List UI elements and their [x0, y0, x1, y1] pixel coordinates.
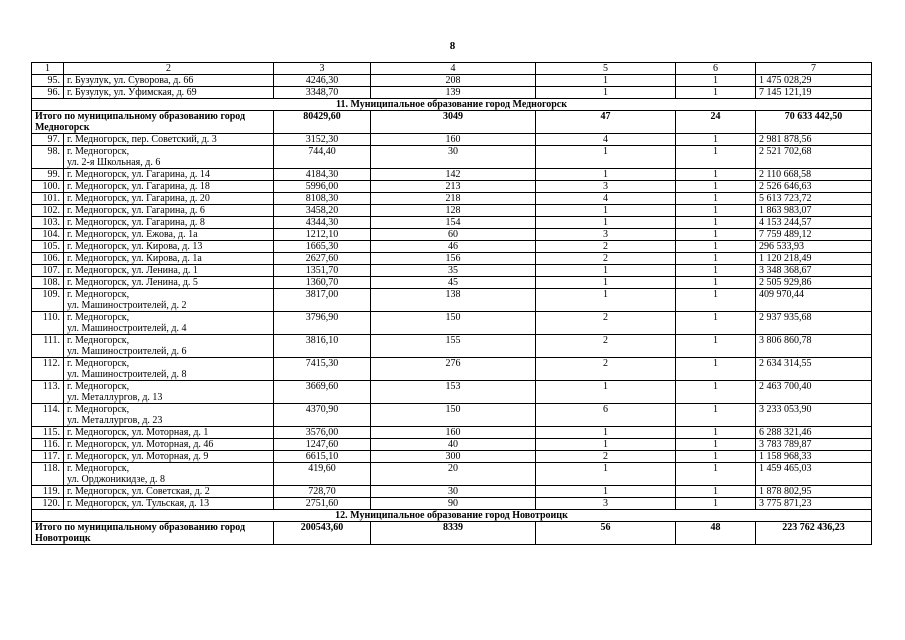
- table-row: [32, 75, 872, 87]
- area-cell: 3796,90: [274, 312, 371, 335]
- address-cell: [64, 87, 274, 99]
- col5-cell: 3: [536, 498, 676, 510]
- address-line: г. Медногорск,: [67, 463, 130, 474]
- col6-cell: 1: [676, 229, 756, 241]
- section-header-row: [32, 99, 872, 111]
- table-row: [32, 253, 872, 265]
- address-cell: [64, 205, 274, 217]
- total-label: Итого по муниципальному образованию город Медногорск: [32, 111, 274, 134]
- row-number-cell: 113.: [32, 381, 64, 404]
- column-number-cell: 4: [371, 63, 536, 75]
- total-area-cell: 200543,60: [274, 522, 371, 545]
- col5-cell: 2: [536, 335, 676, 358]
- address-line: г. Медногорск, ул. Тульская, д. 13: [67, 498, 210, 509]
- col6-cell: 1: [676, 498, 756, 510]
- address-cell: [64, 427, 274, 439]
- col5-cell: 1: [536, 439, 676, 451]
- area-cell: 1360,70: [274, 277, 371, 289]
- col6-cell: 1: [676, 217, 756, 229]
- col4-cell: 20: [371, 463, 536, 486]
- col6-cell: 1: [676, 134, 756, 146]
- table-row: [32, 241, 872, 253]
- col4-cell: 153: [371, 381, 536, 404]
- row-number-cell: 96.: [32, 87, 64, 99]
- col7-cell: 1 158 968,33: [756, 451, 872, 463]
- area-cell: 4246,30: [274, 75, 371, 87]
- address-cell: [64, 146, 274, 169]
- col4-cell: 60: [371, 229, 536, 241]
- col4-cell: 300: [371, 451, 536, 463]
- address-line: г. Медногорск,: [67, 381, 130, 392]
- row-number-cell: 103.: [32, 217, 64, 229]
- col7-cell: 1 120 218,49: [756, 253, 872, 265]
- address-cell: [64, 312, 274, 335]
- col7-cell: 1 863 983,07: [756, 205, 872, 217]
- address-line: г. Медногорск,: [67, 312, 130, 323]
- area-cell: 2751,60: [274, 498, 371, 510]
- address-line: г. Медногорск, ул. Гагарина, д. 18: [67, 181, 210, 192]
- row-number-cell: 97.: [32, 134, 64, 146]
- address-line: ул. Машиностроителей, д. 2: [67, 300, 187, 311]
- col4-cell: 155: [371, 335, 536, 358]
- table-row: [32, 404, 872, 427]
- col5-cell: 1: [536, 205, 676, 217]
- col6-cell: 1: [676, 241, 756, 253]
- col6-cell: 1: [676, 277, 756, 289]
- total-col6-cell: 48: [676, 522, 756, 545]
- area-cell: 744,40: [274, 146, 371, 169]
- area-cell: 3816,10: [274, 335, 371, 358]
- total-col6-cell: 24: [676, 111, 756, 134]
- col7-cell: 3 775 871,23: [756, 498, 872, 510]
- col4-cell: 150: [371, 312, 536, 335]
- total-col5-cell: 56: [536, 522, 676, 545]
- address-cell: [64, 229, 274, 241]
- address-cell: [64, 265, 274, 277]
- table-row: [32, 87, 872, 99]
- row-number-cell: 114.: [32, 404, 64, 427]
- total-col7-cell: 70 633 442,50: [756, 111, 872, 134]
- col7-cell: 7 145 121,19: [756, 87, 872, 99]
- col4-cell: 30: [371, 146, 536, 169]
- address-line: г. Медногорск, ул. Ежова, д. 1а: [67, 229, 198, 240]
- col6-cell: 1: [676, 381, 756, 404]
- col5-cell: 1: [536, 169, 676, 181]
- col6-cell: 1: [676, 289, 756, 312]
- column-number-cell: 3: [274, 63, 371, 75]
- col4-cell: 128: [371, 205, 536, 217]
- col4-cell: 35: [371, 265, 536, 277]
- table-row: [32, 451, 872, 463]
- col7-cell: 3 348 368,67: [756, 265, 872, 277]
- address-line: г. Медногорск,: [67, 289, 130, 300]
- area-cell: 728,70: [274, 486, 371, 498]
- address-line: г. Медногорск,: [67, 146, 130, 157]
- housing-data-table: [31, 62, 872, 545]
- table-row: [32, 193, 872, 205]
- table-row: [32, 498, 872, 510]
- col5-cell: 4: [536, 193, 676, 205]
- col7-cell: 2 505 929,86: [756, 277, 872, 289]
- col5-cell: 3: [536, 181, 676, 193]
- col4-cell: 156: [371, 253, 536, 265]
- total-col7-cell: 223 762 436,23: [756, 522, 872, 545]
- col7-cell: 3 233 053,90: [756, 404, 872, 427]
- table-row: [32, 486, 872, 498]
- row-number-cell: 102.: [32, 205, 64, 217]
- area-cell: 3576,00: [274, 427, 371, 439]
- col6-cell: 1: [676, 404, 756, 427]
- address-line: г. Медногорск, ул. Ленина, д. 1: [67, 265, 198, 276]
- row-number-cell: 112.: [32, 358, 64, 381]
- col6-cell: 1: [676, 451, 756, 463]
- address-cell: [64, 486, 274, 498]
- address-line: г. Медногорск, ул. Моторная, д. 46: [67, 439, 214, 450]
- col4-cell: 208: [371, 75, 536, 87]
- col5-cell: 2: [536, 358, 676, 381]
- col5-cell: 2: [536, 312, 676, 335]
- area-cell: 4370,90: [274, 404, 371, 427]
- col5-cell: 1: [536, 486, 676, 498]
- col7-cell: 2 110 668,58: [756, 169, 872, 181]
- col6-cell: 1: [676, 335, 756, 358]
- address-line: г. Медногорск,: [67, 358, 130, 369]
- row-number-cell: 105.: [32, 241, 64, 253]
- row-number-cell: 104.: [32, 229, 64, 241]
- area-cell: 6615,10: [274, 451, 371, 463]
- area-cell: 1212,10: [274, 229, 371, 241]
- address-cell: [64, 241, 274, 253]
- row-number-cell: 118.: [32, 463, 64, 486]
- address-line: ул. Металлургов, д. 23: [67, 415, 163, 426]
- total-col5-cell: 47: [536, 111, 676, 134]
- row-number-cell: 107.: [32, 265, 64, 277]
- address-line: ул. Орджоникидзе, д. 8: [67, 474, 165, 485]
- address-cell: [64, 381, 274, 404]
- col4-cell: 45: [371, 277, 536, 289]
- col4-cell: 90: [371, 498, 536, 510]
- col4-cell: 276: [371, 358, 536, 381]
- address-cell: [64, 75, 274, 87]
- col4-cell: 160: [371, 427, 536, 439]
- page-number: 8: [449, 40, 456, 52]
- col5-cell: 1: [536, 146, 676, 169]
- address-cell: [64, 498, 274, 510]
- section-title: 11. Муниципальное образование город Медногорск: [32, 99, 872, 111]
- address-cell: [64, 289, 274, 312]
- table-row: [32, 217, 872, 229]
- col6-cell: 1: [676, 146, 756, 169]
- col7-cell: 2 937 935,68: [756, 312, 872, 335]
- area-cell: 1351,70: [274, 265, 371, 277]
- col7-cell: 2 634 314,55: [756, 358, 872, 381]
- col5-cell: 1: [536, 87, 676, 99]
- col5-cell: 1: [536, 277, 676, 289]
- area-cell: 8108,30: [274, 193, 371, 205]
- area-cell: 3348,70: [274, 87, 371, 99]
- area-cell: 3152,30: [274, 134, 371, 146]
- address-line: ул. Металлургов, д. 13: [67, 392, 163, 403]
- table-row: [32, 335, 872, 358]
- col7-cell: 409 970,44: [756, 289, 872, 312]
- col6-cell: 1: [676, 427, 756, 439]
- col7-cell: 3 783 789,87: [756, 439, 872, 451]
- total-area-cell: 80429,60: [274, 111, 371, 134]
- address-cell: [64, 439, 274, 451]
- col7-cell: 4 153 244,57: [756, 217, 872, 229]
- col7-cell: 5 613 723,72: [756, 193, 872, 205]
- table-row: [32, 358, 872, 381]
- table-row: [32, 381, 872, 404]
- area-cell: 3817,00: [274, 289, 371, 312]
- area-cell: 5996,00: [274, 181, 371, 193]
- address-line: г. Медногорск, ул. Гагарина, д. 20: [67, 193, 210, 204]
- area-cell: 1247,60: [274, 439, 371, 451]
- address-cell: [64, 451, 274, 463]
- area-cell: 3669,60: [274, 381, 371, 404]
- col7-cell: 7 759 489,12: [756, 229, 872, 241]
- table-row: [32, 289, 872, 312]
- address-line: г. Медногорск, ул. Моторная, д. 1: [67, 427, 209, 438]
- address-cell: [64, 404, 274, 427]
- address-line: г. Медногорск,: [67, 404, 130, 415]
- col5-cell: 1: [536, 217, 676, 229]
- table-row: [32, 134, 872, 146]
- row-number-cell: 115.: [32, 427, 64, 439]
- address-line: ул. Машиностроителей, д. 4: [67, 323, 187, 334]
- col5-cell: 1: [536, 289, 676, 312]
- col5-cell: 3: [536, 229, 676, 241]
- col6-cell: 1: [676, 193, 756, 205]
- col7-cell: 2 526 646,63: [756, 181, 872, 193]
- total-row: [32, 522, 872, 545]
- row-number-cell: 95.: [32, 75, 64, 87]
- col5-cell: 6: [536, 404, 676, 427]
- section-header-row: [32, 510, 872, 522]
- address-cell: [64, 253, 274, 265]
- table-row: [32, 439, 872, 451]
- col5-cell: 1: [536, 75, 676, 87]
- col5-cell: 4: [536, 134, 676, 146]
- row-number-cell: 98.: [32, 146, 64, 169]
- col4-cell: 30: [371, 486, 536, 498]
- address-cell: [64, 181, 274, 193]
- col6-cell: 1: [676, 169, 756, 181]
- col4-cell: 46: [371, 241, 536, 253]
- col6-cell: 1: [676, 358, 756, 381]
- col4-cell: 213: [371, 181, 536, 193]
- row-number-cell: 106.: [32, 253, 64, 265]
- column-number-cell: 5: [536, 63, 676, 75]
- col6-cell: 1: [676, 87, 756, 99]
- address-line: г. Медногорск, ул. Гагарина, д. 6: [67, 205, 205, 216]
- col5-cell: 1: [536, 463, 676, 486]
- col7-cell: 3 806 860,78: [756, 335, 872, 358]
- total-row: [32, 111, 872, 134]
- address-cell: [64, 358, 274, 381]
- col5-cell: 2: [536, 241, 676, 253]
- address-line: ул. Машиностроителей, д. 8: [67, 369, 187, 380]
- area-cell: 7415,30: [274, 358, 371, 381]
- total-label: Итого по муниципальному образованию город Новотроицк: [32, 522, 274, 545]
- table-row: [32, 277, 872, 289]
- address-cell: [64, 277, 274, 289]
- row-number-cell: 101.: [32, 193, 64, 205]
- col7-cell: 1 475 028,29: [756, 75, 872, 87]
- address-cell: [64, 335, 274, 358]
- total-col4-cell: 8339: [371, 522, 536, 545]
- col7-cell: 2 981 878,56: [756, 134, 872, 146]
- address-line: г. Медногорск, ул. Моторная, д. 9: [67, 451, 209, 462]
- address-line: г. Медногорск, ул. Советская, д. 2: [67, 486, 210, 497]
- col7-cell: 6 288 321,46: [756, 427, 872, 439]
- address-line: г. Бузулук, ул. Уфимская, д. 69: [67, 87, 197, 98]
- row-number-cell: 117.: [32, 451, 64, 463]
- col6-cell: 1: [676, 265, 756, 277]
- table-row: [32, 146, 872, 169]
- col5-cell: 1: [536, 427, 676, 439]
- col4-cell: 40: [371, 439, 536, 451]
- address-line: г. Медногорск, пер. Советский, д. 3: [67, 134, 217, 145]
- address-cell: [64, 217, 274, 229]
- col4-cell: 218: [371, 193, 536, 205]
- col4-cell: 142: [371, 169, 536, 181]
- table-row: [32, 265, 872, 277]
- row-number-cell: 120.: [32, 498, 64, 510]
- table-row: [32, 427, 872, 439]
- address-line: г. Медногорск,: [67, 335, 130, 346]
- table-row: [32, 169, 872, 181]
- column-number-cell: 1: [32, 63, 64, 75]
- address-cell: [64, 193, 274, 205]
- total-col4-cell: 3049: [371, 111, 536, 134]
- row-number-cell: 116.: [32, 439, 64, 451]
- section-title: 12. Муниципальное образование город Новотроицк: [32, 510, 872, 522]
- col6-cell: 1: [676, 312, 756, 335]
- table-body: [32, 63, 872, 545]
- col5-cell: 1: [536, 381, 676, 404]
- row-number-cell: 110.: [32, 312, 64, 335]
- table-row: [32, 205, 872, 217]
- column-number-row: [32, 63, 872, 75]
- column-number-cell: 6: [676, 63, 756, 75]
- table-row: [32, 463, 872, 486]
- address-cell: [64, 463, 274, 486]
- table-row: [32, 181, 872, 193]
- row-number-cell: 111.: [32, 335, 64, 358]
- col6-cell: 1: [676, 205, 756, 217]
- col4-cell: 139: [371, 87, 536, 99]
- col6-cell: 1: [676, 486, 756, 498]
- address-line: ул. Машиностроителей, д. 6: [67, 346, 187, 357]
- col6-cell: 1: [676, 75, 756, 87]
- address-line: ул. 2-я Школьная, д. 6: [67, 157, 161, 168]
- row-number-cell: 119.: [32, 486, 64, 498]
- col4-cell: 160: [371, 134, 536, 146]
- col6-cell: 1: [676, 439, 756, 451]
- col7-cell: 1 878 802,95: [756, 486, 872, 498]
- row-number-cell: 108.: [32, 277, 64, 289]
- address-cell: [64, 169, 274, 181]
- col5-cell: 2: [536, 451, 676, 463]
- col5-cell: 1: [536, 265, 676, 277]
- table-row: [32, 229, 872, 241]
- column-number-cell: 2: [64, 63, 274, 75]
- col4-cell: 154: [371, 217, 536, 229]
- address-line: г. Медногорск, ул. Гагарина, д. 8: [67, 217, 205, 228]
- address-line: г. Медногорск, ул. Кирова, д. 1а: [67, 253, 202, 264]
- row-number-cell: 109.: [32, 289, 64, 312]
- col6-cell: 1: [676, 463, 756, 486]
- address-line: г. Медногорск, ул. Кирова, д. 13: [67, 241, 203, 252]
- col4-cell: 138: [371, 289, 536, 312]
- row-number-cell: 99.: [32, 169, 64, 181]
- col7-cell: 296 533,93: [756, 241, 872, 253]
- col6-cell: 1: [676, 253, 756, 265]
- col7-cell: 1 459 465,03: [756, 463, 872, 486]
- area-cell: 3458,20: [274, 205, 371, 217]
- table-row: [32, 312, 872, 335]
- col6-cell: 1: [676, 181, 756, 193]
- address-line: г. Медногорск, ул. Гагарина, д. 14: [67, 169, 210, 180]
- col7-cell: 2 521 702,68: [756, 146, 872, 169]
- address-line: г. Бузулук, ул. Суворова, д. 66: [67, 75, 194, 86]
- area-cell: 1665,30: [274, 241, 371, 253]
- area-cell: 4184,30: [274, 169, 371, 181]
- area-cell: 2627,60: [274, 253, 371, 265]
- column-number-cell: 7: [756, 63, 872, 75]
- area-cell: 4344,30: [274, 217, 371, 229]
- row-number-cell: 100.: [32, 181, 64, 193]
- col5-cell: 2: [536, 253, 676, 265]
- col4-cell: 150: [371, 404, 536, 427]
- address-line: г. Медногорск, ул. Ленина, д. 5: [67, 277, 198, 288]
- address-cell: [64, 134, 274, 146]
- col7-cell: 2 463 700,40: [756, 381, 872, 404]
- area-cell: 419,60: [274, 463, 371, 486]
